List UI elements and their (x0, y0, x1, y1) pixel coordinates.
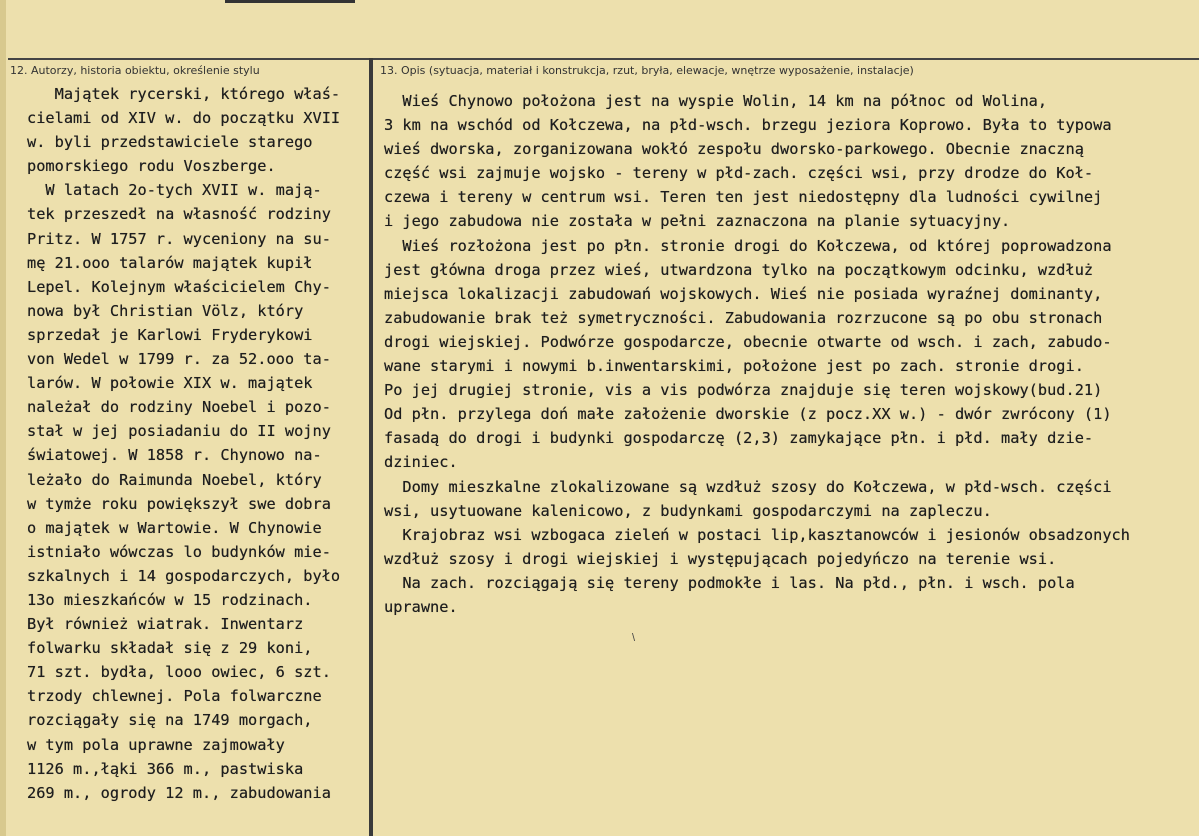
text-line: w. byli przedstawiciele starego (27, 133, 313, 152)
text-line: miejsca lokalizacji zabudowań wojskowych. Wieś nie posiada wyraźnej dominanty, (384, 284, 1103, 303)
text-line: tek przeszedł na własność rodziny (27, 205, 331, 224)
text-line: wane starymi i nowymi b.inwentarskimi, położone jest po zach. stronie drogi. (384, 357, 1084, 376)
text-line: 71 szt. bydła, looo owiec, 6 szt. (27, 663, 331, 682)
text-line: zabudowanie brak też symetryczności. Zabudowania rozrzucone są po obu stronach (384, 308, 1103, 327)
text-line: i jego zabudowa nie została w pełni zaznaczona na planie sytuacyjny. (384, 212, 1011, 231)
text-line: część wsi zajmuje wojsko - tereny w płd-zach. części wsi, przy drodze do Koł- (384, 164, 1094, 183)
history-text-column (27, 82, 372, 805)
text-line: uprawne. (384, 597, 458, 616)
text-line: szkalnych i 14 gospodarczych, było (27, 566, 341, 585)
text-line: dziniec. (384, 453, 458, 472)
text-line: mę 21.ooo talarów majątek kupił (27, 253, 313, 272)
text-line: Domy mieszkalne zlokalizowane są wzdłuż szosy do Kołczewa, w płd-wsch. części (384, 477, 1112, 496)
section-12-heading: 12. Autorzy, historia obiektu, określenie stylu (10, 64, 260, 77)
text-line: rozciągały się na 1749 morgach, (27, 711, 313, 730)
text-line: Lepel. Kolejnym właścicielem Chy- (27, 277, 331, 296)
text-line: larów. W połowie XIX w. majątek (27, 374, 313, 393)
text-line: fasadą do drogi i budynki gospodarczę (2,3) zamykające płn. i płd. mały dzie- (384, 429, 1094, 448)
header-rule (8, 58, 1199, 60)
text-line: Pritz. W 1757 r. wyceniony na su- (27, 229, 331, 248)
text-line: folwarku składał się z 29 koni, (27, 639, 313, 658)
text-line: wieś dworska, zorganizowana wokłó zespołu dworsko-parkowego. Obecnie znaczną (384, 140, 1084, 159)
text-line: w tymże roku powiększył swe dobra (27, 494, 331, 513)
text-line: Wieś rozłożona jest po płn. stronie drogi do Kołczewa, od której poprowadzona (384, 236, 1112, 255)
text-line: jest główna droga przez wieś, utwardzona tylko na początkowym odcinku, wzdłuż (384, 260, 1094, 279)
text-line: trzody chlewnej. Pola folwarczne (27, 687, 322, 706)
text-line: należał do rodziny Noebel i pozo- (27, 398, 331, 417)
section-13-heading: 13. Opis (sytuacja, materiał i konstrukcja, rzut, bryła, elewacje, wnętrze wyposażenie, instalacje) (380, 64, 914, 77)
text-line: sprzedał je Karlowi Fryderykowi (27, 325, 313, 344)
text-line: Majątek rycerski, którego właś- (27, 85, 341, 103)
text-line: Krajobraz wsi wzbogaca zieleń w postaci lip,kasztanowców i jesionów obsadzonych (384, 525, 1130, 544)
text-line: Na zach. rozciągają się tereny podmokłe i las. Na płd., płn. i wsch. pola (384, 573, 1075, 592)
text-line: 1126 m.,łąki 366 m., pastwiska (27, 759, 304, 778)
text-line: Po jej drugiej stronie, vis a vis podwórza znajduje się teren wojskowy(bud.21) (384, 381, 1103, 400)
text-line: o majątek w Wartowie. W Chynowie (27, 518, 322, 537)
description-text-column (384, 89, 1196, 619)
page-left-edge (0, 0, 6, 836)
text-line: cielami od XIV w. do początku XVII (27, 109, 341, 128)
text-line: stał w jej posiadaniu do II wojny (27, 422, 331, 441)
text-line: Wieś Chynowo położona jest na wyspie Wolin, 14 km na północ od Wolina, (384, 92, 1048, 110)
text-line: Był również wiatrak. Inwentarz (27, 615, 304, 634)
text-line: czewa i tereny w centrum wsi. Teren ten jest niedostępny dla ludności cywilnej (384, 188, 1103, 207)
stray-ink-mark: \ (632, 632, 636, 644)
text-line: 3 km na wschód od Kołczewa, na płd-wsch. brzegu jeziora Koprowo. Była to typowa (384, 116, 1112, 135)
text-line: W latach 2o-tych XVII w. mają- (27, 181, 322, 200)
text-line: 269 m., ogrody 12 m., zabudowania (27, 783, 331, 802)
text-line: leżało do Raimunda Noebel, który (27, 470, 322, 489)
text-line: 13o mieszkańców w 15 rodzinach. (27, 590, 313, 609)
text-line: istniało wówczas lo budynków mie- (27, 542, 331, 561)
text-line: drogi wiejskiej. Podwórze gospodarcze, obecnie otwarte od wsch. i zach, zabudo- (384, 332, 1112, 351)
text-line: w tym pola uprawne zajmowały (27, 735, 285, 754)
text-line: von Wedel w 1799 r. za 52.ooo ta- (27, 350, 331, 369)
text-line: wzdłuż szosy i drogi wiejskiej i występującach pojedyńczo na terenie wsi. (384, 549, 1057, 568)
top-edge-bar (225, 0, 355, 3)
text-line: Od płn. przylega doń małe założenie dworskie (z pocz.XX w.) - dwór zwrócony (1) (384, 405, 1112, 424)
text-line: światowej. W 1858 r. Chynowo na- (27, 446, 322, 465)
text-line: nowa był Christian Völz, który (27, 301, 304, 320)
text-line: wsi, usytuowane kalenicowo, z budynkami gospodarczymi na zapleczu. (384, 501, 992, 520)
text-line: pomorskiego rodu Voszberge. (27, 157, 276, 176)
